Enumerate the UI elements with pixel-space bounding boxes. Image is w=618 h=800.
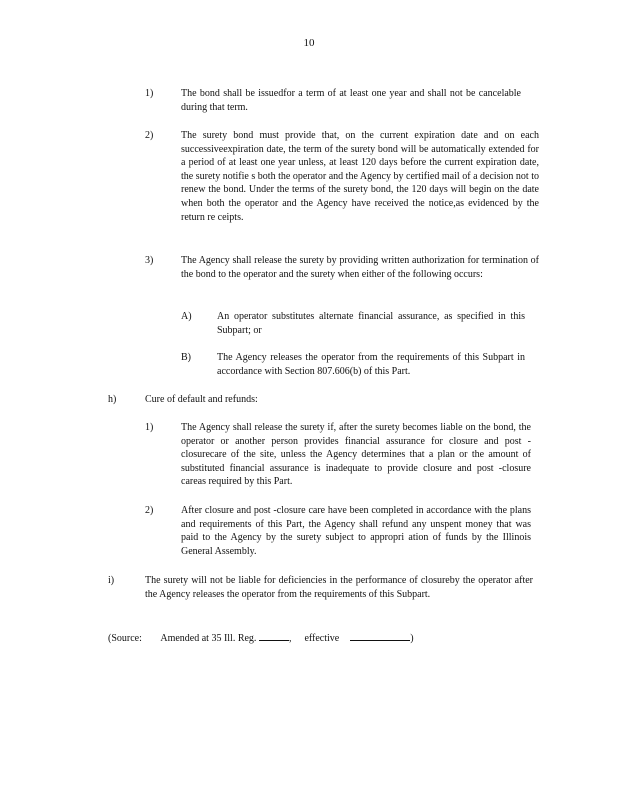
item-text: An operator substitutes alternate financial assurance, as specified in this Subpart; or [217,311,525,336]
item-text: Cure of default and refunds: [145,394,258,405]
item-label: 2) [145,130,154,141]
source-close: ) [410,633,414,644]
item-label: i) [108,575,115,586]
item-label: A) [181,311,192,322]
item-label: 1) [145,88,154,99]
item-text: The bond shall be issuedfor a term of at least one year and shall not be cancelable during that term. [181,88,521,113]
item-label: h) [108,394,117,405]
item-label: B) [181,352,191,363]
source-prefix: (Source: [108,633,142,644]
item-text: After closure and post -closure care have been completed in accordance with the plans and requirements of this Part, the Agency shall refund any unspent money that was paid to the Agency by the surety subject to appropri ation of funds by the Illinois General Assembly. [181,505,531,557]
item-text: The Agency releases the operator from the requirements of this Subpart in accordance with Section 807.606(b) of this Part. [217,352,525,377]
source-effective: effective [304,633,340,644]
item-text: The surety will not be liable for deficiencies in the performance of closureby the operator after the Agency releases the operator from the requirements of this Subpart. [145,575,533,600]
item-label: 1) [145,422,154,433]
item-label: 2) [145,505,154,516]
item-text: The Agency shall release the surety by providing written authorization for termination of the bond to the operator and the surety when either of the following occurs: [181,255,539,280]
source-amended: Amended at 35 Ill. Reg. [160,633,257,644]
item-label: 3) [145,255,154,266]
item-text: The surety bond must provide that, on the current expiration date and on each successiveexpiration date, the term of the surety bond will be automatically extended for a period of at least one year unless, at least 120 days before the current expiration date, the surety notifie s both the operator and the Agency by certified mail of a decision not to renew the bond. Under the terms of the surety bond, the 120 days will begin on the date when both the operator and the Agency have received the notice,as evidenced by the return re ceipts. [181,130,539,223]
register-blank [259,629,289,641]
source-note: (Source: Amended at 35 Ill. Reg. , effective ) [108,629,528,646]
effective-date-blank [350,629,410,641]
page-number: 10 [303,37,315,49]
item-text: The Agency shall release the surety if, after the surety becomes liable on the bond, the operator or another person provides financial assurance for closure and post -closurecare of the site, unless the Agency determines that a plan or the amount of substituted financial assurance is inadequate to provide closure and post -closure careas required by this Part. [181,422,531,488]
